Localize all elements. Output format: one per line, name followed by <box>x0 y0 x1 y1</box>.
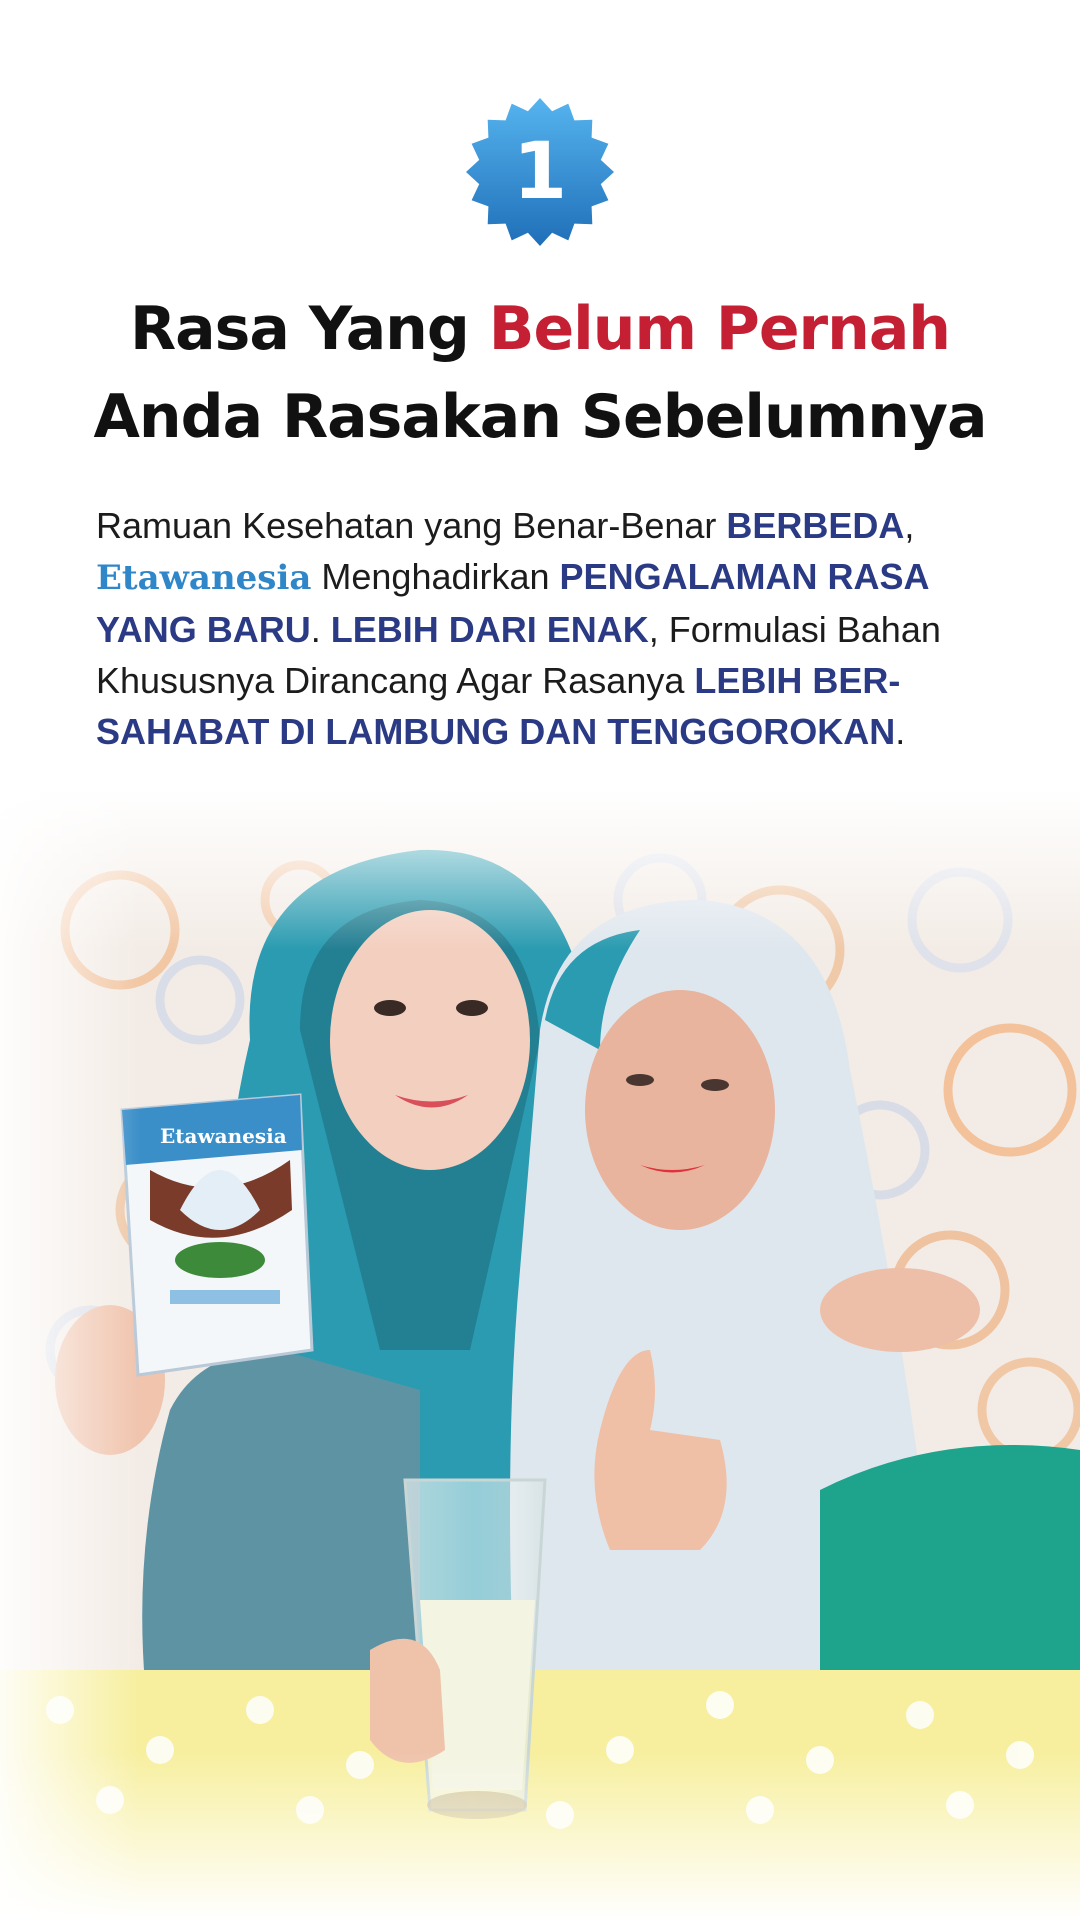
shoulder-hand <box>820 1268 980 1352</box>
headline-line-1 <box>40 285 1040 373</box>
body-text: , <box>904 505 915 546</box>
number-badge <box>464 96 616 248</box>
headline-text: Rasa Yang <box>129 294 489 364</box>
elder-woman-face <box>585 990 775 1230</box>
body-text: , Formulasi Bahan Khususnya Dirancang Agar Rasanya <box>96 609 941 701</box>
highlight-text: LEBIH DARI ENAK <box>330 609 649 650</box>
body-text: Menghadirkan <box>311 556 560 597</box>
women-with-product-illustration <box>0 790 1080 1920</box>
highlight-text: BERBEDA <box>726 505 905 546</box>
box-label: Etawanesia <box>160 1124 287 1148</box>
headline <box>40 285 1040 461</box>
highlight-text: PENGALAMAN RASA YANG BARU <box>96 556 929 650</box>
body-text: Ramuan Kesehatan yang Benar-Benar <box>96 505 727 546</box>
badge-number: 1 <box>512 127 568 217</box>
body-text: . <box>895 711 906 752</box>
brand-name: Etawanesia <box>96 558 312 598</box>
highlight-text: LEBIH BER-SAHABAT DI LAMBUNG DAN TENGGOROKAN <box>96 660 901 752</box>
product-photo <box>0 790 1080 1920</box>
headline-line-2: Anda Rasakan Sebelumnya <box>93 382 987 452</box>
body-text: . <box>310 609 331 650</box>
product-box <box>122 1095 312 1375</box>
headline-accent: Belum Pernah <box>488 294 951 364</box>
description-paragraph <box>96 500 996 757</box>
